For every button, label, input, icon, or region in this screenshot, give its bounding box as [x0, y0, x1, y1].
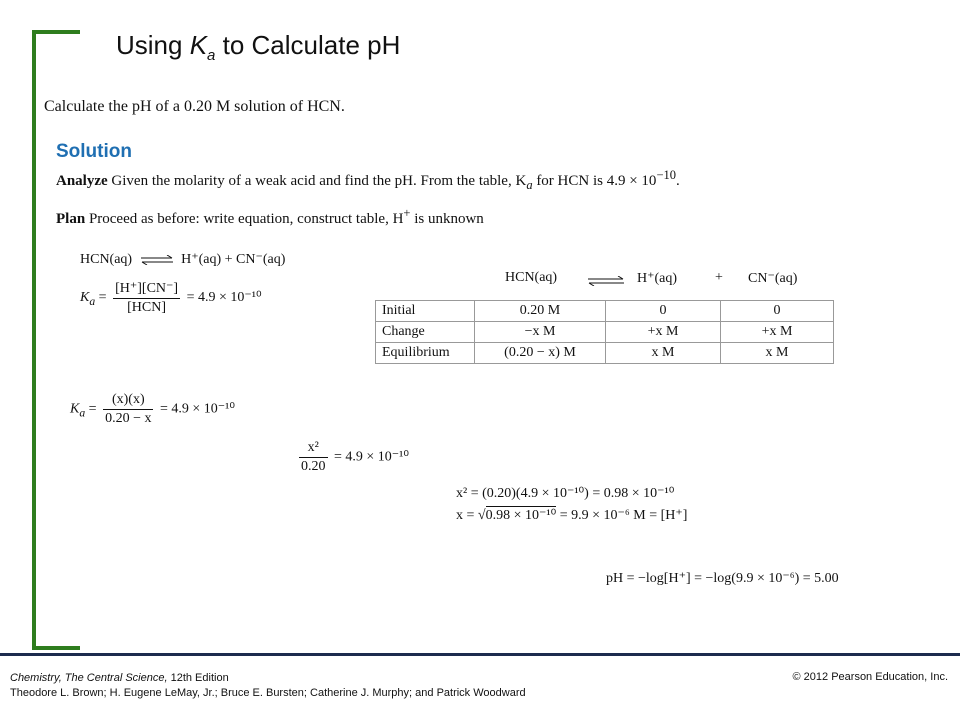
x-line-prefix: x = √: [456, 508, 486, 523]
ka2-label: K: [70, 401, 80, 417]
cell: (0.20 − x) M: [475, 343, 606, 364]
x-line-radicand: 0.98 × 10⁻¹⁰: [485, 508, 557, 523]
problem-statement: Calculate the pH of a 0.20 M solution of HCN.: [44, 98, 345, 115]
cell: x M: [721, 343, 834, 364]
x-squared-line: x² = (0.20)(4.9 × 10⁻¹⁰) = 0.98 × 10⁻¹⁰: [456, 486, 675, 501]
ka2-value: = 4.9 × 10⁻¹⁰: [159, 401, 235, 417]
reaction-equation: [80, 251, 285, 268]
row-label-initial: Initial: [376, 301, 475, 322]
cell: +x M: [606, 322, 721, 343]
footer-book-line: [10, 671, 526, 686]
plan-text: Proceed as before: write equation, construct table, H: [85, 211, 404, 227]
ice-header-product-2: CN⁻(aq): [748, 271, 798, 286]
ka-label: K: [80, 290, 90, 306]
ka-sub: a: [89, 295, 96, 309]
ka2-fraction: [103, 392, 153, 427]
ka-value: = 4.9 × 10⁻¹⁰: [186, 290, 262, 306]
ka2-sub: a: [79, 406, 86, 420]
footer-citation: [10, 671, 526, 701]
title-prefix: Using: [116, 30, 190, 60]
x-line: [456, 507, 687, 524]
analyze-label: Analyze: [56, 173, 108, 189]
footer-book-title: Chemistry, The Central Science,: [10, 672, 168, 684]
footer-authors: Theodore L. Brown; H. Eugene LeMay, Jr.; Bruce E. Bursten; Catherine J. Murphy; and Patrick Woodward: [10, 687, 526, 699]
plan-end: is unknown: [410, 211, 484, 227]
approx-fraction: [299, 440, 328, 475]
slide-frame-bottom: [32, 646, 80, 650]
approximation: [296, 440, 409, 475]
reaction-right: H⁺(aq) + CN⁻(aq): [181, 252, 286, 267]
footer-copyright: © 2012 Pearson Education, Inc.: [792, 671, 948, 683]
cell: +x M: [721, 322, 834, 343]
analyze-end: .: [676, 173, 680, 189]
row-label-equilibrium: Equilibrium: [376, 343, 475, 364]
ice-header-reactant: HCN(aq): [505, 270, 558, 285]
analyze-text-2: for HCN is 4.9 × 10: [532, 173, 657, 189]
ka2-numerator: (x)(x): [103, 392, 153, 410]
ph-result-line: pH = −log[H⁺] = −log(9.9 × 10⁻⁶) = 5.00: [606, 571, 839, 586]
plan-label: Plan: [56, 211, 86, 227]
title-suffix: to Calculate pH: [215, 30, 401, 60]
ka2-denominator: 0.20 − x: [105, 411, 152, 426]
analyze-text: Given the molarity of a weak acid and find the pH. From the table, K: [107, 173, 527, 189]
analyze-paragraph: [56, 168, 680, 193]
ice-table: [375, 300, 834, 364]
ice-equilibrium-arrow-icon: [587, 276, 625, 286]
cell: x M: [606, 343, 721, 364]
ice-header-product-1: H⁺(aq): [637, 271, 678, 286]
table-row: [376, 301, 834, 322]
cell: 0: [606, 301, 721, 322]
ka-expression: $K_a$ = $\frac{[H^+][CN^-]}{\text{[HCN]}}$ = 4.9 × 10⁻¹⁰: [80, 281, 262, 315]
solution-heading: Solution: [56, 141, 132, 162]
approx-numerator: x²: [299, 440, 328, 458]
ice-header-plus: +: [715, 270, 723, 285]
footer-edition: 12th Edition: [167, 672, 229, 684]
slide-frame-left: [32, 30, 36, 650]
slide-frame-top: [32, 30, 80, 34]
title-k: K: [189, 30, 208, 60]
plan-superscript: +: [403, 206, 411, 220]
equilibrium-arrow-icon: [140, 255, 174, 265]
reaction-left: HCN(aq): [80, 252, 133, 267]
cell: 0.20 M: [475, 301, 606, 322]
approx-value: = 4.9 × 10⁻¹⁰: [334, 449, 409, 465]
table-row: [376, 322, 834, 343]
ka-denominator: [HCN]: [127, 300, 167, 315]
table-row: [376, 343, 834, 364]
footer-divider: [0, 653, 960, 656]
ka-numerator: [H⁺][CN⁻]: [113, 280, 180, 299]
ka-fraction: [113, 280, 180, 316]
x-line-suffix: = 9.9 × 10⁻⁶ M = [H⁺]: [556, 508, 688, 523]
cell: 0: [721, 301, 834, 322]
row-label-change: Change: [376, 322, 475, 343]
analyze-exponent: −10: [656, 168, 676, 182]
ka-substituted: $K_a$ = $\frac{(x)(x)}{0.20 - x}$ = 4.9 × 10⁻¹⁰: [70, 392, 235, 426]
cell: −x M: [475, 322, 606, 343]
slide-title: [116, 30, 400, 64]
analyze-sub: a: [526, 178, 533, 192]
approx-denominator: 0.20: [301, 459, 326, 474]
plan-paragraph: [56, 206, 484, 228]
title-sub: a: [207, 47, 216, 65]
